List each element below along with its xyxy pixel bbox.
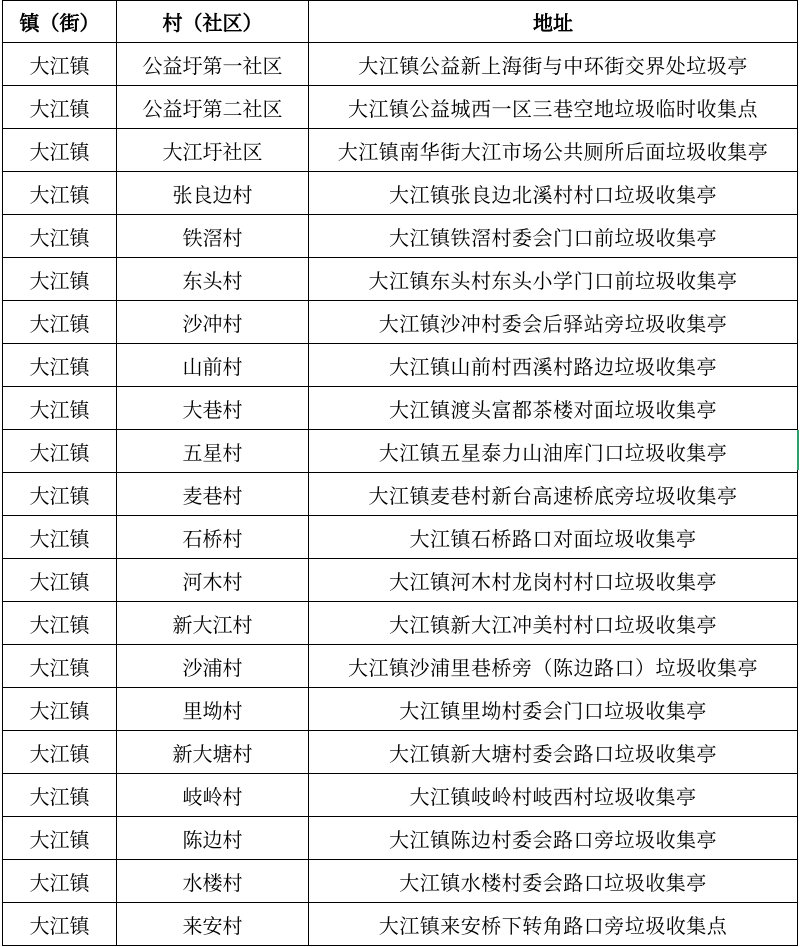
town-cell: 大江镇 [3,86,117,129]
table-row [3,86,798,129]
address-cell: 大江镇公益新上海街与中环街交界处垃圾亭 [309,43,798,86]
village-cell: 麦巷村 [117,473,309,516]
address-cell: 大江镇麦巷村新台高速桥底旁垃圾收集亭 [309,473,798,516]
address-cell: 大江镇沙冲村委会后驿站旁垃圾收集亭 [309,301,798,344]
table-row [3,817,798,860]
town-cell: 大江镇 [3,774,117,817]
selection-edge-marker [797,430,799,470]
address-cell: 大江镇沙浦里巷桥旁（陈边路口）垃圾收集亭 [309,645,798,688]
address-cell: 大江镇山前村西溪村路边垃圾收集亭 [309,344,798,387]
town-cell: 大江镇 [3,473,117,516]
address-cell: 大江镇新大塘村委会路口垃圾收集亭 [309,731,798,774]
town-cell: 大江镇 [3,258,117,301]
village-cell: 山前村 [117,344,309,387]
table-row [3,516,798,559]
table-row [3,301,798,344]
town-cell: 大江镇 [3,301,117,344]
village-cell: 沙浦村 [117,645,309,688]
table-row [3,344,798,387]
town-cell: 大江镇 [3,645,117,688]
town-cell: 大江镇 [3,688,117,731]
village-cell: 岐岭村 [117,774,309,817]
town-cell: 大江镇 [3,559,117,602]
town-cell: 大江镇 [3,129,117,172]
village-cell: 大江圩社区 [117,129,309,172]
table-row [3,387,798,430]
table-row [3,430,798,473]
table-row [3,258,798,301]
village-cell: 张良边村 [117,172,309,215]
village-cell: 沙冲村 [117,301,309,344]
address-cell: 大江镇里坳村委会门口垃圾收集亭 [309,688,798,731]
header-address: 地址 [309,1,798,43]
address-cell: 大江镇石桥路口对面垃圾收集亭 [309,516,798,559]
address-cell: 大江镇水楼村委会路口垃圾收集亭 [309,860,798,903]
table-row [3,129,798,172]
table-row [3,774,798,817]
village-cell: 河木村 [117,559,309,602]
table-row [3,43,798,86]
table-row [3,172,798,215]
address-cell: 大江镇渡头富都茶楼对面垃圾收集亭 [309,387,798,430]
address-cell: 大江镇岐岭村岐西村垃圾收集亭 [309,774,798,817]
village-cell: 五星村 [117,430,309,473]
village-cell: 里坳村 [117,688,309,731]
table-row [3,688,798,731]
address-cell: 大江镇铁滘村委会门口前垃圾收集亭 [309,215,798,258]
village-cell: 公益圩第一社区 [117,43,309,86]
town-cell: 大江镇 [3,430,117,473]
village-cell: 新大塘村 [117,731,309,774]
table-row [3,473,798,516]
header-row [3,1,798,43]
town-cell: 大江镇 [3,860,117,903]
town-cell: 大江镇 [3,731,117,774]
address-cell: 大江镇南华街大江市场公共厕所后面垃圾收集亭 [309,129,798,172]
address-cell: 大江镇五星泰力山油库门口垃圾收集亭 [309,430,798,473]
table-row [3,602,798,645]
address-cell: 大江镇张良边北溪村村口垃圾收集亭 [309,172,798,215]
address-cell: 大江镇公益城西一区三巷空地垃圾临时收集点 [309,86,798,129]
town-cell: 大江镇 [3,516,117,559]
address-cell: 大江镇新大江冲美村村口垃圾收集亭 [309,602,798,645]
table-row [3,559,798,602]
village-cell: 石桥村 [117,516,309,559]
village-cell: 来安村 [117,903,309,946]
address-cell: 大江镇来安桥下转角路口旁垃圾收集点 [309,903,798,946]
town-cell: 大江镇 [3,215,117,258]
table-row [3,860,798,903]
village-cell: 铁滘村 [117,215,309,258]
town-cell: 大江镇 [3,817,117,860]
collection-points-table [2,0,798,946]
village-cell: 新大江村 [117,602,309,645]
town-cell: 大江镇 [3,172,117,215]
village-cell: 大巷村 [117,387,309,430]
address-cell: 大江镇河木村龙岗村村口垃圾收集亭 [309,559,798,602]
table-row [3,645,798,688]
table-row [3,731,798,774]
town-cell: 大江镇 [3,903,117,946]
town-cell: 大江镇 [3,602,117,645]
address-cell: 大江镇陈边村委会路口旁垃圾收集亭 [309,817,798,860]
address-cell: 大江镇东头村东头小学门口前垃圾收集亭 [309,258,798,301]
town-cell: 大江镇 [3,387,117,430]
header-village: 村（社区） [117,1,309,43]
header-town: 镇（街） [3,1,117,43]
table-row [3,215,798,258]
town-cell: 大江镇 [3,344,117,387]
village-cell: 陈边村 [117,817,309,860]
village-cell: 水楼村 [117,860,309,903]
village-cell: 公益圩第二社区 [117,86,309,129]
table-row [3,903,798,946]
village-cell: 东头村 [117,258,309,301]
town-cell: 大江镇 [3,43,117,86]
